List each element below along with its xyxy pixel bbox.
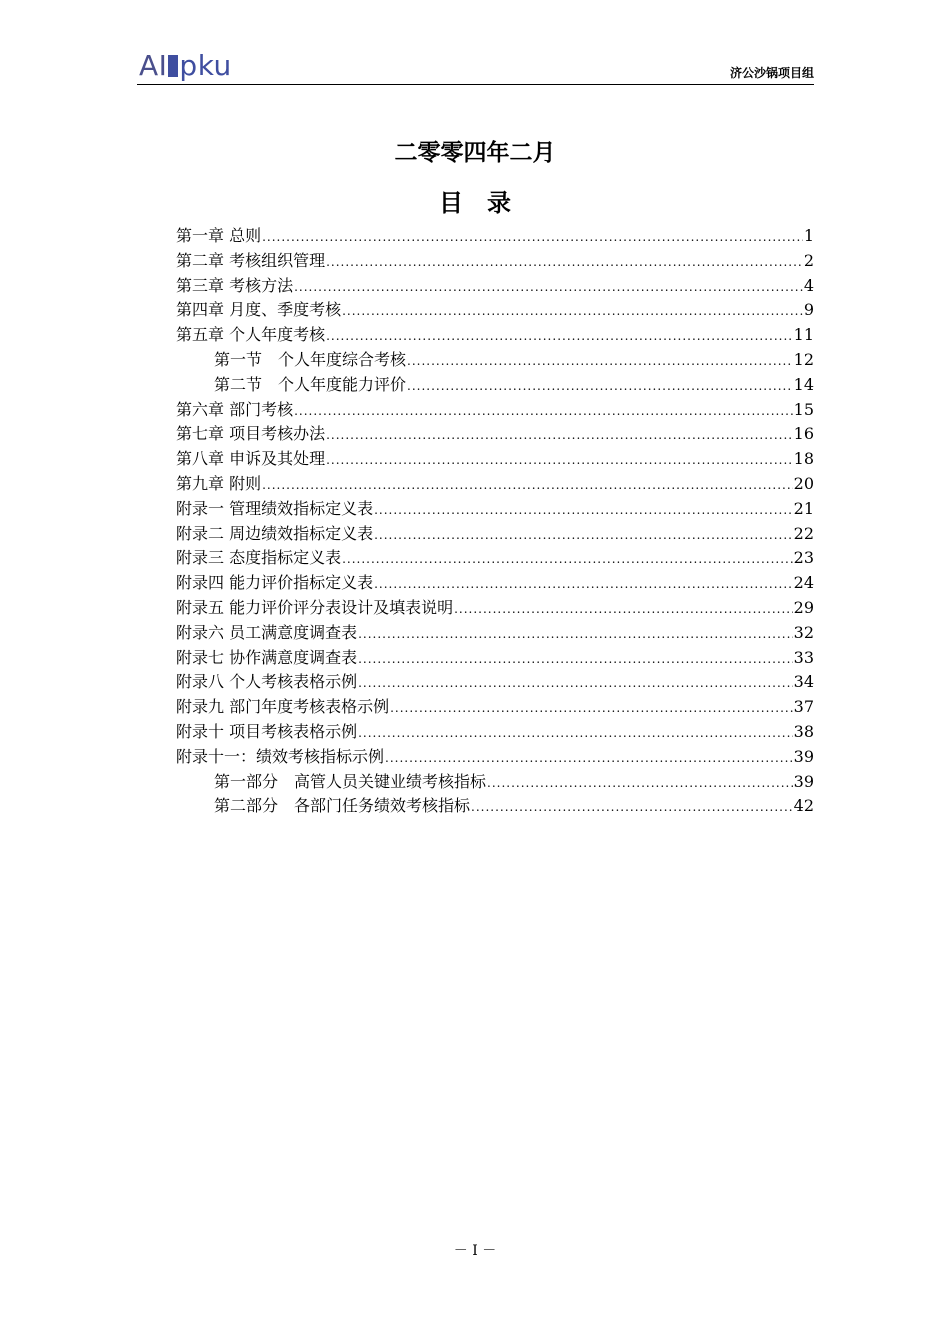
toc-entry[interactable]: [176, 770, 814, 795]
toc-entry-label: 第二章 考核组织管理: [176, 250, 326, 270]
toc-entry[interactable]: [176, 646, 814, 671]
toc-entry[interactable]: [176, 323, 814, 348]
toc-entry-page: 39: [793, 746, 814, 766]
toc-entry-page: 38: [793, 721, 814, 741]
toc-entry-page: 14: [793, 374, 814, 394]
toc-entry[interactable]: [176, 497, 814, 522]
toc-entry-label: 附录六 员工满意度调查表: [176, 622, 358, 642]
toc-entry[interactable]: [176, 422, 814, 447]
toc-leader-dots: [358, 721, 793, 746]
toc-leader-dots: [390, 696, 793, 721]
toc-entry-page: 23: [793, 548, 814, 568]
toc-entry[interactable]: [176, 298, 814, 323]
toc-entry-page: 18: [793, 449, 814, 469]
toc-entry-page: 9: [803, 300, 814, 320]
toc-leader-dots: [374, 498, 793, 523]
toc-entry-page: 4: [803, 275, 814, 295]
toc-entry-label: 第一部分 高管人员关键业绩考核指标: [214, 771, 487, 791]
toc-entry[interactable]: [176, 745, 814, 770]
toc-entry[interactable]: [176, 348, 814, 373]
logo-mark-icon: [168, 55, 178, 77]
page-header: [137, 44, 814, 85]
toc-entry-label: 附录三 态度指标定义表: [176, 548, 342, 568]
toc-entry-page: 29: [793, 597, 814, 617]
toc-entry-label: 第六章 部门考核: [176, 399, 294, 419]
toc-entry-label: 第七章 项目考核办法: [176, 424, 326, 444]
toc-entry-label: 附录八 个人考核表格示例: [176, 672, 358, 692]
toc-leader-dots: [294, 399, 793, 424]
toc-leader-dots: [342, 299, 803, 324]
page-number-footer: － I －: [453, 1243, 497, 1259]
toc-entry[interactable]: [176, 596, 814, 621]
toc-entry-page: 15: [793, 399, 814, 419]
toc-entry-page: 39: [793, 771, 814, 791]
header-project-name: 济公沙锅项目组: [729, 66, 814, 80]
toc-entry-label: 附录一 管理绩效指标定义表: [176, 498, 374, 518]
toc-leader-dots: [262, 473, 793, 498]
toc-entry-label: 第四章 月度、季度考核: [176, 300, 342, 320]
toc-entry-page: 21: [793, 498, 814, 518]
toc-entry[interactable]: [176, 224, 814, 249]
toc-leader-dots: [326, 324, 793, 349]
toc-entry-label: 第九章 附则: [176, 473, 262, 493]
toc-leader-dots: [374, 572, 793, 597]
logo-text-suffix: pku: [179, 49, 232, 82]
aipku-logo: [139, 44, 232, 80]
toc-entry-page: 22: [793, 523, 814, 543]
toc-entry-label: 第二节 个人年度能力评价: [214, 374, 407, 394]
toc-entry[interactable]: [176, 522, 814, 547]
toc-entry-page: 2: [803, 250, 814, 270]
toc-entry-label: 第一节 个人年度综合考核: [214, 349, 407, 369]
toc-entry[interactable]: [176, 398, 814, 423]
toc-entry-label: 附录十 项目考核表格示例: [176, 721, 358, 741]
toc-entry[interactable]: [176, 720, 814, 745]
toc-leader-dots: [326, 448, 793, 473]
toc-entry-page: 32: [793, 622, 814, 642]
toc-entry-label: 附录十一：绩效考核指标示例: [176, 746, 385, 766]
toc-entry-page: 42: [793, 796, 814, 816]
toc-leader-dots: [374, 523, 793, 548]
toc-entry-label: 附录二 周边绩效指标定义表: [176, 523, 374, 543]
toc-entry[interactable]: [176, 794, 814, 819]
toc-entry[interactable]: [176, 621, 814, 646]
toc-entry[interactable]: [176, 472, 814, 497]
toc-leader-dots: [358, 647, 793, 672]
table-of-contents: [176, 224, 814, 819]
toc-entry-page: 11: [793, 325, 814, 345]
toc-leader-dots: [471, 795, 793, 820]
toc-entry-label: 第二部分 各部门任务绩效考核指标: [214, 796, 471, 816]
toc-entry[interactable]: [176, 670, 814, 695]
toc-entry[interactable]: [176, 571, 814, 596]
logo-text-prefix: AI: [139, 49, 168, 82]
toc-entry-label: 第一章 总则: [176, 226, 262, 245]
toc-entry-label: 第八章 申诉及其处理: [176, 449, 326, 469]
toc-entry-label: 附录五 能力评价评分表设计及填表说明: [176, 597, 454, 617]
toc-leader-dots: [342, 547, 793, 572]
toc-leader-dots: [358, 622, 793, 647]
toc-entry-label: 第三章 考核方法: [176, 275, 294, 295]
toc-entry-label: 附录九 部门年度考核表格示例: [176, 697, 390, 717]
toc-entry-page: 12: [793, 349, 814, 369]
toc-entry[interactable]: [176, 695, 814, 720]
toc-leader-dots: [487, 771, 793, 796]
toc-entry[interactable]: [176, 373, 814, 398]
toc-entry[interactable]: [176, 274, 814, 299]
toc-leader-dots: [326, 423, 793, 448]
document-date-title: 二零零四年二月: [394, 140, 556, 166]
toc-leader-dots: [407, 374, 793, 399]
toc-leader-dots: [262, 225, 803, 250]
toc-leader-dots: [358, 671, 793, 696]
toc-entry-label: 附录七 协作满意度调查表: [176, 647, 358, 667]
toc-entry[interactable]: [176, 546, 814, 571]
toc-leader-dots: [385, 746, 793, 771]
toc-entry-page: 24: [793, 573, 814, 593]
toc-entry[interactable]: [176, 447, 814, 472]
toc-entry-page: 37: [793, 697, 814, 717]
toc-leader-dots: [407, 349, 793, 374]
toc-entry-page: 20: [793, 473, 814, 493]
toc-entry-page: 1: [803, 226, 814, 245]
toc-entry-page: 16: [793, 424, 814, 444]
toc-entry[interactable]: [176, 249, 814, 274]
toc-entry-page: 33: [793, 647, 814, 667]
toc-leader-dots: [326, 250, 803, 275]
toc-leader-dots: [294, 275, 803, 300]
toc-entry-label: 第五章 个人年度考核: [176, 325, 326, 345]
toc-entry-label: 附录四 能力评价指标定义表: [176, 573, 374, 593]
toc-title: 目录: [439, 189, 535, 217]
toc-entry-page: 34: [793, 672, 814, 692]
toc-leader-dots: [454, 597, 793, 622]
